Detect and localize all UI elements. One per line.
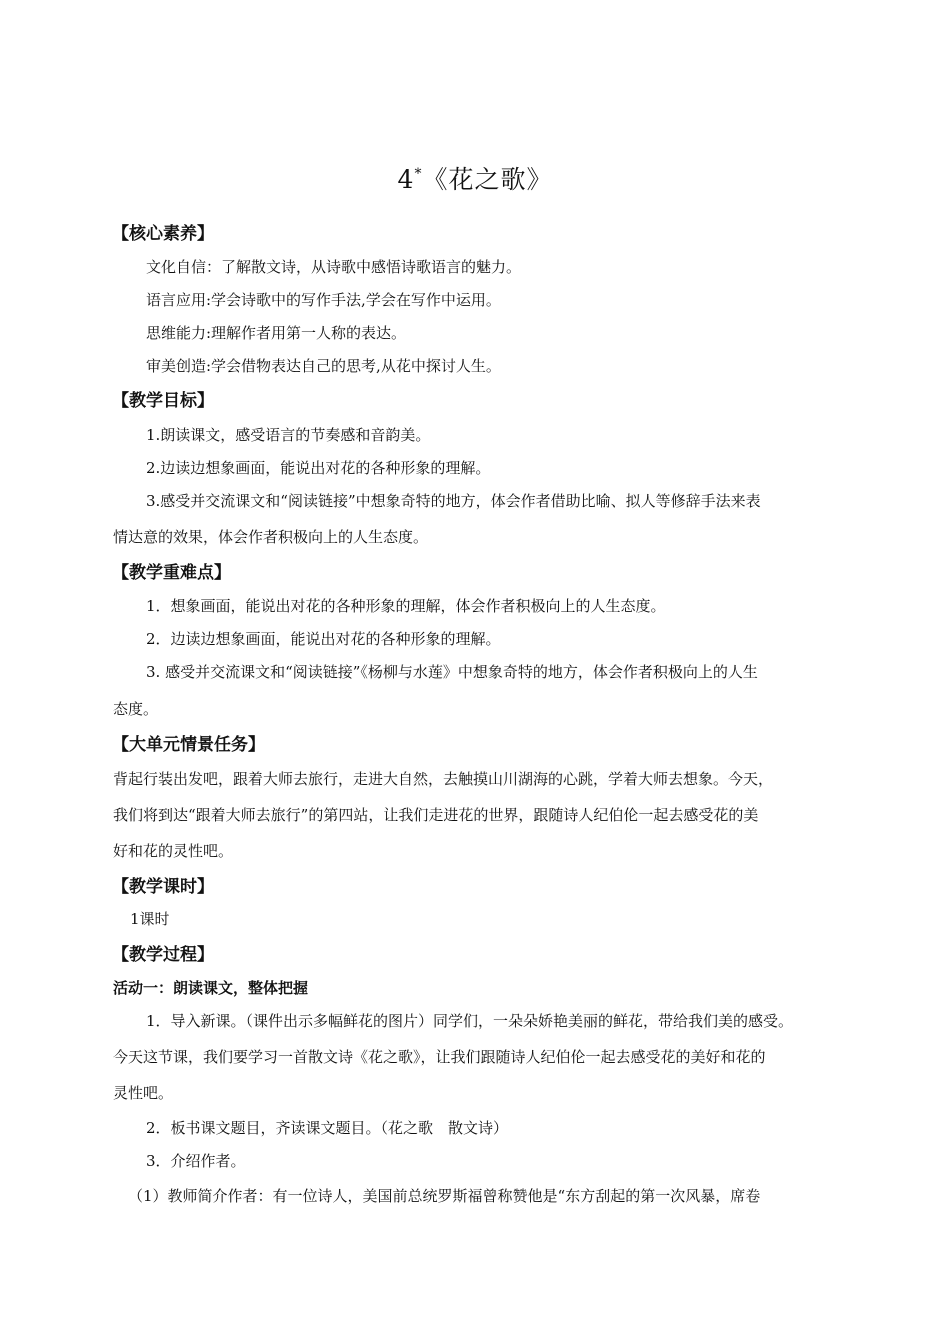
goal-item-3-line-1: 3.感受并交流课文和“阅读链接”中想象奇特的地方，体会作者借助比喻、拟人等修辞手法来表 bbox=[146, 492, 761, 510]
process-1-line-2: 今天这节课，我们要学习一首散文诗《花之歌》，让我们跟随诗人纪伯伦一起去感受花的美好和花的 bbox=[113, 1048, 766, 1066]
core-item-4: 审美创造:学会借物表达自己的思考,从花中探讨人生。 bbox=[146, 357, 501, 375]
process-1-line-3: 灵性吧。 bbox=[113, 1084, 174, 1102]
key-item-3-line-1: 3. 感受并交流课文和“阅读链接”《杨柳与水莲》中想象奇特的地方，体会作者积极向上的人生 bbox=[146, 663, 758, 681]
heading-core-literacy: 【核心素养】 bbox=[112, 224, 214, 244]
key-item-2: 2．边读边想象画面，能说出对花的各种形象的理解。 bbox=[146, 630, 501, 648]
key-item-3-line-2: 态度。 bbox=[113, 700, 159, 718]
heading-teaching-goals: 【教学目标】 bbox=[112, 391, 214, 411]
process-1-line-1: 1．导入新课。（课件出示多幅鲜花的图片）同学们，一朵朵娇艳美丽的鲜花，带给我们美的感受。 bbox=[146, 1012, 794, 1030]
core-item-2: 语言应用:学会诗歌中的写作手法,学会在写作中运用。 bbox=[146, 291, 501, 309]
goal-item-1: 1.朗读课文，感受语言的节奏感和音韵美。 bbox=[146, 426, 431, 444]
heading-key-difficulties: 【教学重难点】 bbox=[112, 563, 231, 583]
process-3: 3．介绍作者。 bbox=[146, 1152, 246, 1170]
heading-class-hours: 【教学课时】 bbox=[112, 877, 214, 897]
task-line-2: 我们将到达“跟着大师去旅行”的第四站，让我们走进花的世界，跟随诗人纪伯伦一起去感受花的美 bbox=[113, 806, 759, 824]
document-title bbox=[0, 160, 950, 196]
activity-1-title: 活动一：朗读课文，整体把握 bbox=[113, 979, 309, 997]
process-3-1: （1）教师简介作者：有一位诗人，美国前总统罗斯福曾称赞他是“东方刮起的第一次风暴，席卷 bbox=[128, 1187, 761, 1205]
goal-item-2: 2.边读边想象画面，能说出对花的各种形象的理解。 bbox=[146, 459, 491, 477]
core-item-1: 文化自信：了解散文诗，从诗歌中感悟诗歌语言的魅力。 bbox=[146, 258, 522, 276]
task-line-3: 好和花的灵性吧。 bbox=[113, 842, 234, 860]
task-line-1: 背起行装出发吧，跟着大师去旅行，走进大自然，去触摸山川湖海的心跳，学着大师去想象。今天， bbox=[113, 770, 774, 788]
title-text: 《花之歌》 bbox=[422, 165, 553, 194]
key-item-1: 1．想象画面，能说出对花的各种形象的理解，体会作者积极向上的人生态度。 bbox=[146, 597, 666, 615]
heading-unit-task: 【大单元情景任务】 bbox=[112, 735, 265, 755]
class-hours-value: 1课时 bbox=[130, 910, 170, 928]
core-item-3: 思维能力:理解作者用第一人称的表达。 bbox=[146, 324, 407, 342]
title-number: 4 bbox=[397, 165, 415, 194]
heading-teaching-process: 【教学过程】 bbox=[112, 945, 214, 965]
goal-item-3-line-2: 情达意的效果，体会作者积极向上的人生态度。 bbox=[113, 528, 429, 546]
process-2: 2．板书课文题目，齐读课文题目。（花之歌 散文诗） bbox=[146, 1119, 509, 1137]
title-star: * bbox=[414, 166, 423, 182]
